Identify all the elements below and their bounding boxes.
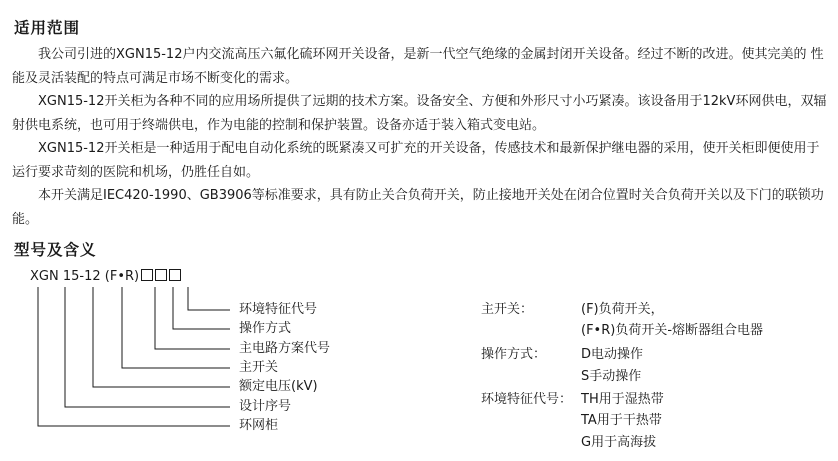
label-ring-main-unit: 环网柜 bbox=[239, 418, 279, 433]
label-design-number: 设计序号 bbox=[239, 399, 292, 414]
line-main-switch bbox=[122, 287, 230, 368]
def-operation-d: D电动操作 bbox=[581, 347, 644, 362]
def-environment-th: TH用于湿热带 bbox=[581, 392, 664, 407]
label-operation-mode: 操作方式 bbox=[239, 321, 292, 336]
def-label-environment: 环境特征代号： bbox=[481, 392, 573, 407]
def-main-switch-f: (F)负荷开关， bbox=[581, 302, 664, 317]
label-environment-code: 环境特征代号 bbox=[239, 302, 318, 317]
line-circuit bbox=[155, 287, 230, 349]
def-operation-s: S手动操作 bbox=[581, 369, 642, 384]
paragraph-automation: XGN15-12开关柜是一种适用于配电自动化系统的既紧凑又可扩充的开关设备，传感技术和最新保护继电器的采用，使开关柜即便使用于运行要求苛刻的医院和机场，仍胜任自如。 bbox=[12, 141, 820, 180]
label-circuit-scheme: 主电路方案代号 bbox=[239, 341, 331, 356]
def-main-switch-fr: (F•R)负荷开关-熔断器组合电器 bbox=[581, 323, 764, 338]
line-ring-unit bbox=[38, 287, 230, 426]
line-operation bbox=[173, 287, 230, 329]
section-title-scope: 适用范围 bbox=[14, 19, 81, 37]
paragraph-intro: 我公司引进的XGN15-12户内交流高压六氟化硫环网开关设备，是新一代空气绝缘的金属封闭开关设备。经过不断的改进。使其完美的 性能及灵活装配的特点可满足市场不断变化的需求。 bbox=[12, 47, 824, 86]
model-base: XGN bbox=[30, 269, 59, 284]
model-code: XGN 15-12 (F•R) bbox=[30, 269, 181, 285]
paragraph-application: XGN15-12开关柜为各种不同的应用场所提供了远期的技术方案。设备安全、方便和外形尺寸小巧紧凑。该设备用于12kV环网供电，双辐射供电系统，也可用于终端供电，作为电能的控制和保护装置。设备亦适于装入箱式变电站。 bbox=[12, 94, 827, 133]
line-environment bbox=[188, 287, 230, 310]
line-design-no bbox=[65, 287, 230, 407]
section-title-model: 型号及含义 bbox=[14, 241, 97, 259]
model-voltage: 12 bbox=[84, 269, 101, 284]
label-rated-voltage: 额定电压(kV) bbox=[239, 379, 318, 394]
paragraph-standards: 本开关满足IEC420-1990、GB3906等标准要求，具有防止关合负荷开关，防止接地开关处在闭合位置时关合负荷开关以及下门的联锁功能。 bbox=[12, 188, 824, 227]
def-label-main-switch: 主开关： bbox=[481, 302, 534, 317]
model-switch: (F•R) bbox=[104, 269, 140, 284]
def-environment-ta: TA用于干热带 bbox=[581, 413, 662, 428]
def-environment-g: G用于高海拔 bbox=[581, 435, 657, 450]
line-voltage bbox=[93, 287, 230, 387]
label-main-switch: 主开关 bbox=[239, 360, 279, 375]
model-series: 15 bbox=[62, 269, 80, 284]
def-label-operation: 操作方式： bbox=[481, 347, 547, 362]
